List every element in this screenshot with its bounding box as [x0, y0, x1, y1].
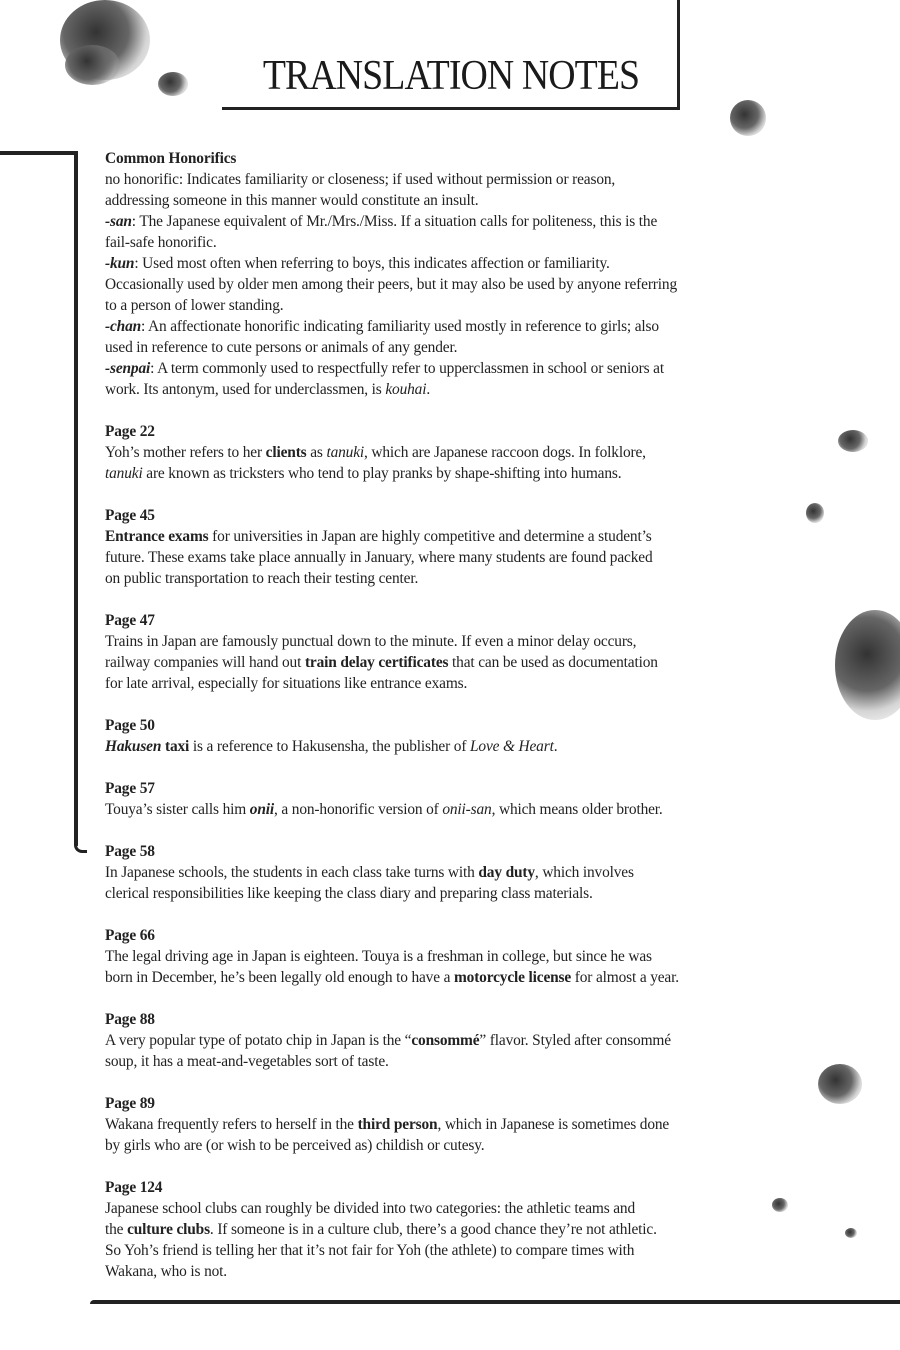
emphasized-term: -chan [105, 318, 142, 335]
text-segment: Trains in Japan are famously punctual down to the minute. If even a minor delay occurs, [105, 633, 637, 650]
ink-blot-decoration [835, 610, 900, 720]
content-frame-border [0, 151, 78, 155]
text-segment: Touya’s sister calls him [105, 801, 250, 818]
text-segment: for universities in Japan are highly competitive and determine a student’s [208, 528, 652, 545]
note-section [105, 610, 825, 694]
emphasized-term: consommé [411, 1032, 480, 1049]
text-segment: to a person of lower standing. [105, 297, 284, 314]
note-text-line [105, 463, 825, 484]
emphasized-term: clients [265, 444, 307, 461]
emphasized-term: onii [249, 801, 275, 818]
note-section [105, 1177, 825, 1282]
text-segment: Occasionally used by older men among their peers, but it may also be used by anyone referring [105, 276, 677, 293]
note-heading: Common Honorifics [105, 150, 237, 167]
note-text-line [105, 358, 825, 379]
emphasized-term: day duty [478, 864, 535, 881]
text-segment: , a non-honorific version of [274, 801, 443, 818]
note-text-line [105, 337, 825, 358]
note-section [105, 421, 825, 484]
emphasized-term: Love & Heart [470, 738, 554, 755]
emphasized-term: motorcycle license [453, 969, 572, 986]
note-section [105, 841, 825, 904]
note-section [105, 148, 825, 400]
text-segment: that can be used as documentation [448, 654, 658, 671]
note-heading: Page 45 [105, 507, 155, 524]
text-segment: future. These exams take place annually in January, where many students are found packed [105, 549, 653, 566]
note-heading: Page 47 [105, 612, 155, 629]
text-segment: born in December, he’s been legally old enough to have a [105, 969, 454, 986]
text-segment: So Yoh’s friend is telling her that it’s not fair for Yoh (the athlete) to compare times with [105, 1242, 635, 1259]
notes-list [105, 148, 825, 1303]
note-text-line [105, 1240, 825, 1261]
note-text-line [105, 316, 825, 337]
note-text-line [105, 862, 825, 883]
emphasized-term: -senpai [105, 360, 151, 377]
ink-blot-decoration [730, 100, 766, 136]
text-segment: Wakana, who is not. [105, 1263, 228, 1280]
text-segment: The legal driving age in Japan is eighteen. Touya is a freshman in college, but since he was [105, 948, 652, 965]
text-segment: for almost a year. [571, 969, 679, 986]
note-section [105, 778, 825, 820]
note-text-line [105, 547, 825, 568]
emphasized-term: Entrance exams [105, 528, 209, 545]
text-segment: . [426, 381, 431, 398]
note-text-line [105, 883, 825, 904]
note-section [105, 715, 825, 757]
emphasized-term: -kun [105, 255, 135, 272]
note-section [105, 505, 825, 589]
note-heading: Page 124 [105, 1179, 163, 1196]
note-heading: Page 88 [105, 1011, 155, 1028]
text-segment: : A term commonly used to respectfully refer to upperclassmen in school or seniors at [150, 360, 664, 377]
text-segment: Yoh’s mother refers to her [105, 444, 266, 461]
note-heading: Page 66 [105, 927, 155, 944]
text-segment: addressing someone in this manner would constitute an insult. [105, 192, 479, 209]
emphasized-term: kouhai [385, 381, 427, 398]
emphasized-term: onii-san [442, 801, 492, 818]
text-segment: on public transportation to reach their testing center. [105, 570, 419, 587]
note-text-line [105, 1135, 825, 1156]
emphasized-term: tanuki [105, 465, 143, 482]
text-segment: are known as tricksters who tend to play pranks by shape-shifting into humans. [142, 465, 622, 482]
note-text-line [105, 442, 825, 463]
note-section [105, 1009, 825, 1072]
note-text-line [105, 379, 825, 400]
page-title: TRANSLATION NOTES [262, 53, 640, 99]
note-text-line [105, 631, 825, 652]
note-text-line [105, 253, 825, 274]
note-section [105, 1093, 825, 1156]
text-segment: railway companies will hand out [105, 654, 305, 671]
title-frame-border [677, 0, 680, 110]
emphasized-term: third person [357, 1116, 438, 1133]
note-text-line [105, 169, 825, 190]
text-segment: work. Its antonym, used for underclassmen, is [105, 381, 386, 398]
note-text-line [105, 946, 825, 967]
note-text-line [105, 673, 825, 694]
note-text-line [105, 1261, 825, 1282]
note-text-line [105, 568, 825, 589]
note-heading: Page 50 [105, 717, 155, 734]
note-section [105, 925, 825, 988]
emphasized-term: culture clubs [127, 1221, 210, 1238]
text-segment: , which in Japanese is sometimes done [437, 1116, 670, 1133]
ink-blot-decoration [845, 1228, 857, 1238]
note-text-line [105, 211, 825, 232]
text-segment: . [553, 738, 558, 755]
note-text-line [105, 652, 825, 673]
text-segment: : The Japanese equivalent of Mr./Mrs./Miss. If a situation calls for politeness, this is the [131, 213, 658, 230]
text-segment: : An affectionate honorific indicating familiarity used mostly in reference to girls; also [141, 318, 659, 335]
note-text-line [105, 190, 825, 211]
emphasized-term: -san [105, 213, 132, 230]
emphasized-term: Hakusen [105, 738, 162, 755]
text-segment: Wakana frequently refers to herself in the [105, 1116, 358, 1133]
ink-blot-decoration [838, 430, 868, 452]
text-segment: as [306, 444, 327, 461]
text-segment: clerical responsibilities like keeping the class diary and preparing class materials. [105, 885, 593, 902]
text-segment: . If someone is in a culture club, there’s a good chance they’re not athletic. [209, 1221, 657, 1238]
title-frame-border [222, 107, 680, 110]
emphasized-term: tanuki [326, 444, 365, 461]
note-text-line [105, 232, 825, 253]
text-segment: is a reference to Hakusensha, the publisher of [189, 738, 470, 755]
text-segment: by girls who are (or wish to be perceived as) childish or cutesy. [105, 1137, 485, 1154]
text-segment: for late arrival, especially for situations like entrance exams. [105, 675, 468, 692]
text-segment: Japanese school clubs can roughly be divided into two categories: the athletic teams and [105, 1200, 636, 1217]
text-segment: In Japanese schools, the students in each class take turns with [105, 864, 479, 881]
note-text-line [105, 1114, 825, 1135]
note-text-line [105, 1219, 825, 1240]
text-segment: the [105, 1221, 128, 1238]
content-frame-border [74, 842, 87, 853]
emphasized-term: taxi [161, 738, 190, 755]
emphasized-term: train delay certificates [304, 654, 449, 671]
ink-blot-decoration [65, 45, 120, 85]
note-text-line [105, 1030, 825, 1051]
ink-blot-decoration [158, 72, 188, 96]
text-segment: no honorific: Indicates familiarity or closeness; if used without permission or reason, [105, 171, 616, 188]
note-text-line [105, 736, 825, 757]
note-text-line [105, 1198, 825, 1219]
note-text-line [105, 967, 825, 988]
note-text-line [105, 1051, 825, 1072]
note-text-line [105, 274, 825, 295]
note-text-line [105, 295, 825, 316]
content-frame-border [74, 151, 78, 846]
note-heading: Page 89 [105, 1095, 155, 1112]
text-segment: soup, it has a meat-and-vegetables sort of taste. [105, 1053, 389, 1070]
note-heading: Page 58 [105, 843, 155, 860]
text-segment: , which are Japanese raccoon dogs. In folklore, [364, 444, 646, 461]
text-segment: A very popular type of potato chip in Japan is the “ [105, 1032, 412, 1049]
text-segment: fail-safe honorific. [105, 234, 217, 251]
text-segment: ” flavor. Styled after consommé [479, 1032, 671, 1049]
text-segment: used in reference to cute persons or animals of any gender. [105, 339, 458, 356]
text-segment: , which involves [534, 864, 634, 881]
text-segment: , which means older brother. [491, 801, 663, 818]
note-text-line [105, 799, 825, 820]
text-segment: : Used most often when referring to boys, this indicates affection or familiarity. [134, 255, 610, 272]
note-heading: Page 57 [105, 780, 155, 797]
note-heading: Page 22 [105, 423, 155, 440]
note-text-line [105, 526, 825, 547]
